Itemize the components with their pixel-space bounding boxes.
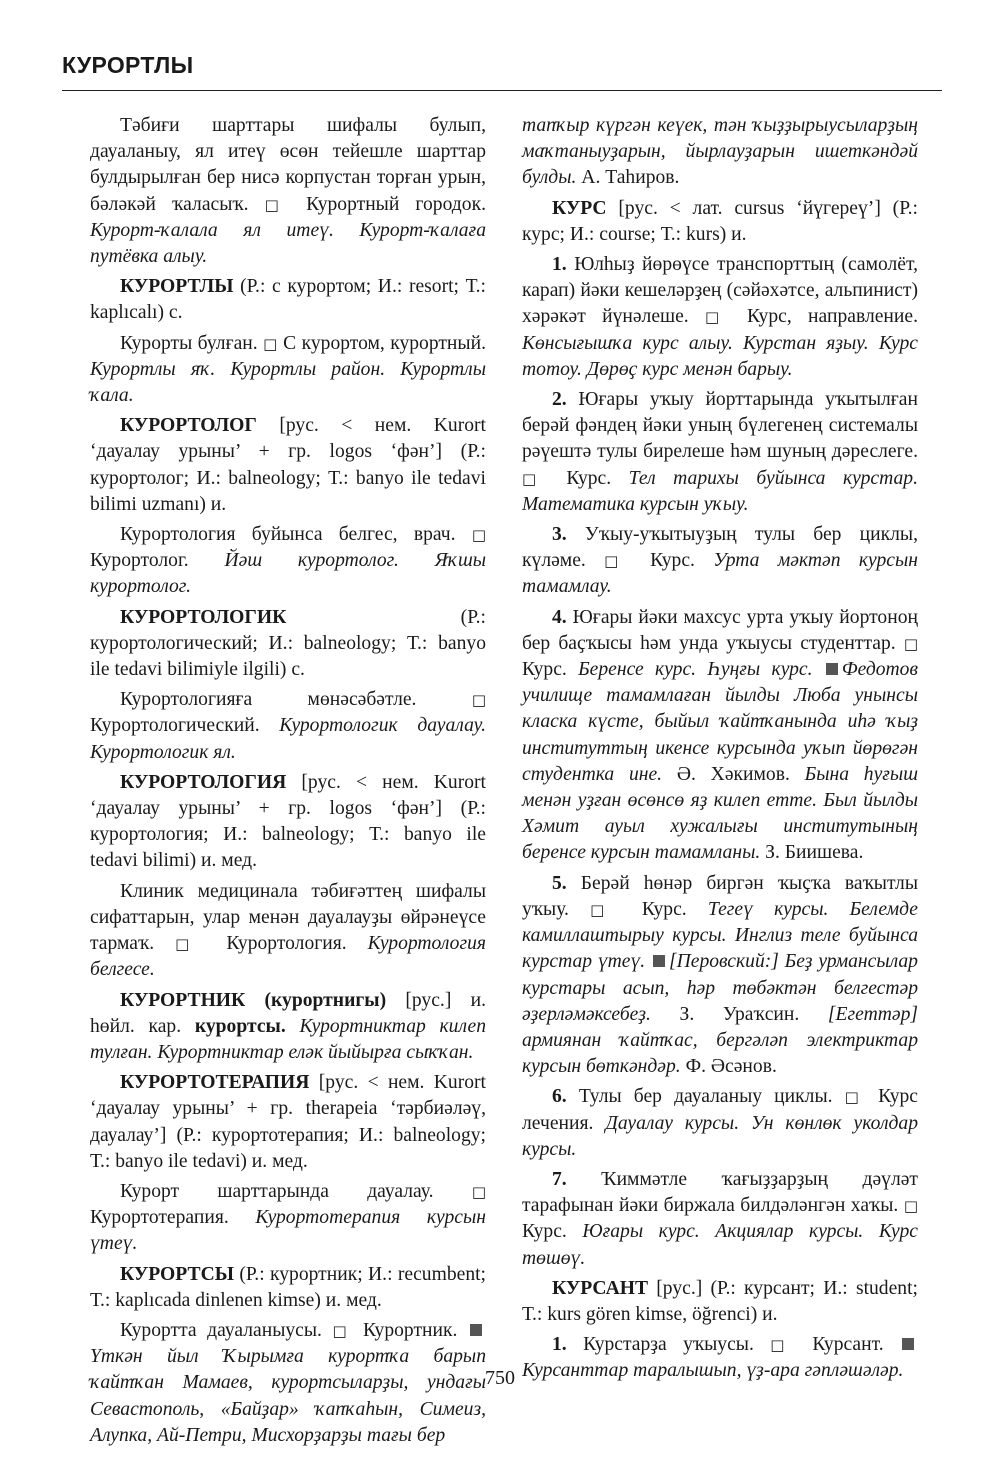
- russian-equivalent: Курортный городок.: [306, 193, 486, 215]
- left-column: [90, 113, 486, 1453]
- definition: Юғары йәки махсус урта уҡыу йортоноң бер баҫҡысы һәм унда уҡыусы студенттар.: [522, 606, 918, 654]
- russian-equivalent: Курортологический.: [90, 715, 260, 737]
- etymology: [рус.] и. һөйл. кар.: [90, 989, 486, 1037]
- entry-kurs: [522, 196, 918, 248]
- etymology: (Р.: курортологический; И.: balneology; Т.: banyo ile tedavi bilimiyle ilgili) с.: [90, 606, 486, 681]
- headword: КУРОРТСЫ: [120, 1263, 234, 1285]
- sense-number: 5.: [552, 872, 567, 894]
- usage-example: Курортниктар килеп тулған. Курортниктар еләк йыйырға сыҡҡан.: [90, 1015, 486, 1063]
- definition: Ҡиммәтле ҡағыҙҙарҙың дәүләт тарафынан йәки биржала билдәләнгән хаҡы.: [522, 1168, 918, 1217]
- sense-number: 7.: [552, 1168, 567, 1190]
- usage-example: Көнсығышҡа курс алыу. Курстан яҙыу. Курс тотоу. Дөрөҫ курс менән барыу.: [522, 332, 918, 380]
- sense-3: [522, 522, 918, 601]
- usage-example: Курортлы яҡ. Курортлы район. Курортлы ҡала.: [90, 358, 486, 407]
- definition: Клиник медицинала тәбиғәттең шифалы сифаттарын, улар менән дауалауҙы өйрәнеүсе тармаҡ.: [90, 880, 486, 955]
- quote-source: З. Биишева.: [765, 842, 864, 864]
- russian-equivalent: Курортология.: [226, 933, 347, 955]
- russian-equivalent-marker: □: [604, 552, 632, 571]
- russian-equivalent: Курс.: [641, 898, 687, 920]
- sense-number: 3.: [552, 524, 567, 546]
- headword: КУРС: [552, 197, 607, 219]
- russian-equivalent: Курортник.: [362, 1319, 458, 1341]
- etymology: [рус. < лат. cursus ‘йүгереү’] (Р.: курс; И.: course; Т.: kurs) и.: [522, 197, 918, 245]
- definition: Курортология буйынса белгес, врач.: [120, 524, 456, 546]
- usage-example: Тел тарихы буйынса курстар. Математика курсын уҡыу.: [522, 467, 918, 515]
- definition: Берәй һөнәр биргән ҡыҫҡа ваҡытлы уҡыу.: [522, 872, 918, 920]
- usage-example: Курортотерапия курсын үтеү.: [90, 1207, 486, 1255]
- header-rule: [62, 90, 942, 91]
- sense-number: 1.: [552, 1334, 567, 1356]
- sense-6: [522, 1084, 918, 1163]
- sense-number: 2.: [552, 389, 567, 411]
- definition: Уҡыу-уҡытыуҙың тулы бер циклы, күләме.: [522, 524, 918, 572]
- russian-equivalent-marker: □: [903, 634, 918, 653]
- sense-1: [522, 252, 918, 383]
- page-number: 750: [485, 1367, 515, 1389]
- etymology: [рус. < нем. Kurort ‘дауалау урыны’ + гр. therapeia ‘тәрбиәләү, дауалау’] (Р.: курортотерапия; И.: balneology; Т.: banyo ile tedavi) и. мед.: [90, 1072, 486, 1172]
- quote-source: Ф. Әсәнов.: [685, 1056, 777, 1078]
- right-column: [522, 113, 918, 1389]
- entry-kurortoterapiya: [90, 1070, 486, 1175]
- headword: КУРСАНТ: [552, 1277, 649, 1299]
- russian-equivalent-marker: □: [175, 935, 206, 954]
- russian-equivalent-marker: □: [471, 1182, 486, 1201]
- definition: Юғары уҡыу йорттарында уҡытылған берәй фәндең йәки уның бүлегенең системалы рәүештә тулы бирелеше һәм шуның дәреслеге.: [522, 389, 918, 463]
- definition: Курорт шарттарында дауалау.: [120, 1180, 434, 1202]
- headword: КУРОРТНИК (курортнигы): [120, 989, 387, 1011]
- definition: Юлһыҙ йөрөүсе транспорттың (самолёт, карап) йәки кешеләрҙең (сәйәхәтсе, альпинист) хәрәкәт йүнәлеше.: [522, 254, 918, 328]
- sense-number: 4.: [552, 606, 567, 628]
- headword: КУРОРТОЛОГИЯ: [120, 771, 287, 793]
- running-head: КУРОРТЛЫ: [62, 52, 194, 78]
- definition: Тулы бер дауаланыу циклы.: [578, 1086, 833, 1108]
- entry-kurortsy: [90, 1262, 486, 1314]
- cross-reference: курортсы.: [194, 1015, 286, 1037]
- russian-equivalent-marker: □: [844, 1088, 866, 1107]
- russian-equivalent-marker: □: [332, 1321, 353, 1340]
- literary-quote: Бына һуғыш менән уҙған өсөнсө яҙ килеп етте. Был йылды Хәмит ауыл хужалығы институтының беренсе курсын тамамланы.: [522, 763, 918, 864]
- etymology: [рус. < нем. Kurort ‘дауалау урыны’ + гр. logos ‘фән’] (Р.: курортология; И.: balneology; Т.: banyo ile tedavi bilimi) и. мед.: [90, 771, 486, 872]
- russian-equivalent: Курс, направление.: [746, 306, 918, 328]
- russian-equivalent: Курс лечения.: [522, 1086, 918, 1134]
- definition: Курстарҙа уҡыусы.: [583, 1334, 754, 1356]
- etymology: [рус. < нем. Kurort ‘дауалау урыны’ + гр. logos ‘фән’] (Р.: курортолог; И.: balneology; Т.: banyo ile tedavi bilimi uzmanı) и.: [90, 415, 486, 515]
- entry-kurortly: [90, 274, 486, 326]
- russian-equivalent-marker: □: [522, 469, 549, 488]
- literary-quote: [Перовский:] Беҙ урмансылар курстары асып, һәр төбәктән белгестәр әҙерләмәксебеҙ.: [522, 951, 918, 1025]
- usage-example: Урта мәктәп курсын тамамлау.: [522, 550, 918, 598]
- sense-5: [522, 871, 918, 1081]
- entry-kurort-tail: [90, 113, 486, 270]
- etymology: [рус.] (Р.: курсант; И.: student; Т.: kurs gören kimse, öğrenci) и.: [522, 1277, 918, 1325]
- usage-example: Тегеү курсы. Белемде камиллаштырыу курсы. Инглиз теле буйынса курстар үтеү.: [522, 898, 918, 973]
- literary-quote: тапҡыр күргән кеүек, тән ҡыҙҙырыусыларҙың маҡтаныуҙарын, йырлауҙарын ишеткәндәй булды.: [522, 115, 918, 189]
- usage-example: Курортология белгесе.: [90, 933, 486, 981]
- usage-example: Беренсе курс. Һуңғы курс.: [578, 659, 813, 681]
- sense-number: 6.: [552, 1086, 567, 1108]
- definition: Курортологияға мөнәсәбәтле.: [120, 689, 417, 711]
- entry-kurortologiya: [90, 770, 486, 875]
- headword: КУРОРТЛЫ: [120, 276, 234, 298]
- sense-2: [522, 387, 918, 518]
- russian-equivalent-marker: □: [264, 195, 290, 214]
- entry-kurortolog-def: [90, 522, 486, 601]
- entry-kurortoterapiya-def: [90, 1179, 486, 1258]
- russian-equivalent: Курс.: [650, 550, 695, 572]
- entry-kurortologik: [90, 605, 486, 684]
- definition: Курортта дауаланыусы.: [120, 1319, 322, 1341]
- usage-example: Дауалау курсы. Ун көнлөк уколдар курсы.: [522, 1112, 919, 1160]
- russian-equivalent: Курс.: [522, 659, 567, 681]
- entry-kurortologiya-def: [90, 879, 486, 984]
- russian-equivalent-marker: □: [705, 308, 731, 327]
- entry-kursant: [522, 1276, 918, 1328]
- headword: КУРОРТОЛОГ: [120, 415, 257, 437]
- entry-kurortologik-def: [90, 687, 486, 766]
- russian-equivalent-marker: □: [263, 334, 278, 353]
- quote-source: А. Таһиров.: [581, 167, 680, 189]
- russian-equivalent: Курортолог.: [90, 550, 189, 572]
- headword: КУРОРТОЛОГИК: [120, 606, 287, 628]
- russian-equivalent: Курортотерапия.: [90, 1207, 229, 1229]
- sense-4: [522, 605, 918, 867]
- russian-equivalent: Курс.: [566, 467, 612, 489]
- russian-equivalent-marker: □: [903, 1197, 919, 1216]
- usage-example: Юғары курс. Акциялар курсы. Курс төшөү.: [522, 1221, 918, 1269]
- literary-quote: Курсанттар таралышып, үҙ-ара гәпләшәләр.: [522, 1360, 904, 1382]
- definition: Тәбиғи шарттары шифалы булып, дауаланыу, ял итеү өсөн тейешле шарттар булдырылған бер нисә корпустан торған урын, бәләкәй ҡаласыҡ.: [90, 115, 486, 215]
- quote-source: Ә. Хәкимов.: [676, 763, 790, 785]
- russian-equivalent: Курсант.: [812, 1334, 884, 1356]
- quotation-marker-icon: [902, 1338, 914, 1350]
- definition: Курорты булған.: [120, 332, 258, 354]
- quote-continuation: [522, 113, 918, 192]
- usage-example: Курортологик дауалау. Курортологик ял.: [90, 715, 486, 763]
- russian-equivalent-marker: □: [590, 900, 621, 919]
- sense-number: 1.: [552, 254, 567, 276]
- quote-source: З. Ураҡсин.: [679, 1003, 800, 1025]
- usage-example: Курорт-ҡалала ял итеү. Курорт-ҡалаға путёвка алыу.: [90, 219, 486, 268]
- russian-equivalent-marker: □: [471, 526, 486, 545]
- russian-equivalent-marker: □: [770, 1336, 796, 1355]
- literary-quote: Үткән йыл Ҡырымға курортҡа барып ҡайтҡан Мамаев, курортсыларҙы, ундағы Севастополь, «Байҙар» ҡапҡаһын, Симеиз, Алупка, Ай-Петри, Мисхорҙарҙы тағы бер: [90, 1346, 486, 1446]
- quotation-marker-icon: [826, 663, 838, 675]
- quotation-marker-icon: [653, 955, 665, 967]
- sense-7: [522, 1167, 918, 1272]
- literary-quote: Федотов училище тамамлаған йылды Люба унынсы класка күсте, быйыл ҡайтҡанында иһә ҡыҙ институттың икенсе курсында уҡып йөрөгән студентка ине.: [522, 659, 918, 785]
- entry-kurortly-def: [90, 331, 486, 410]
- russian-equivalent-marker: □: [471, 691, 486, 710]
- entry-kurortnik: [90, 988, 486, 1067]
- russian-equivalent: С курортом, курортный.: [283, 332, 486, 354]
- entry-kurortolog: [90, 413, 486, 518]
- quotation-marker-icon: [470, 1324, 482, 1336]
- etymology: (Р.: курортник; И.: recumbent; Т.: kaplıcada dinlenen kimse) и. мед.: [90, 1263, 486, 1311]
- usage-example: Йәш курортолог. Яҡшы курортолог.: [90, 550, 487, 598]
- etymology: (Р.: с курортом; И.: resort; Т.: kaplıcalı) с.: [90, 276, 486, 324]
- literary-quote: [Егеттәр] армиянан ҡайтҡас, бергәләп электриктар курсын бөткәндәр.: [522, 1003, 919, 1078]
- headword: КУРОРТОТЕРАПИЯ: [120, 1072, 310, 1094]
- russian-equivalent: Курс.: [522, 1221, 567, 1243]
